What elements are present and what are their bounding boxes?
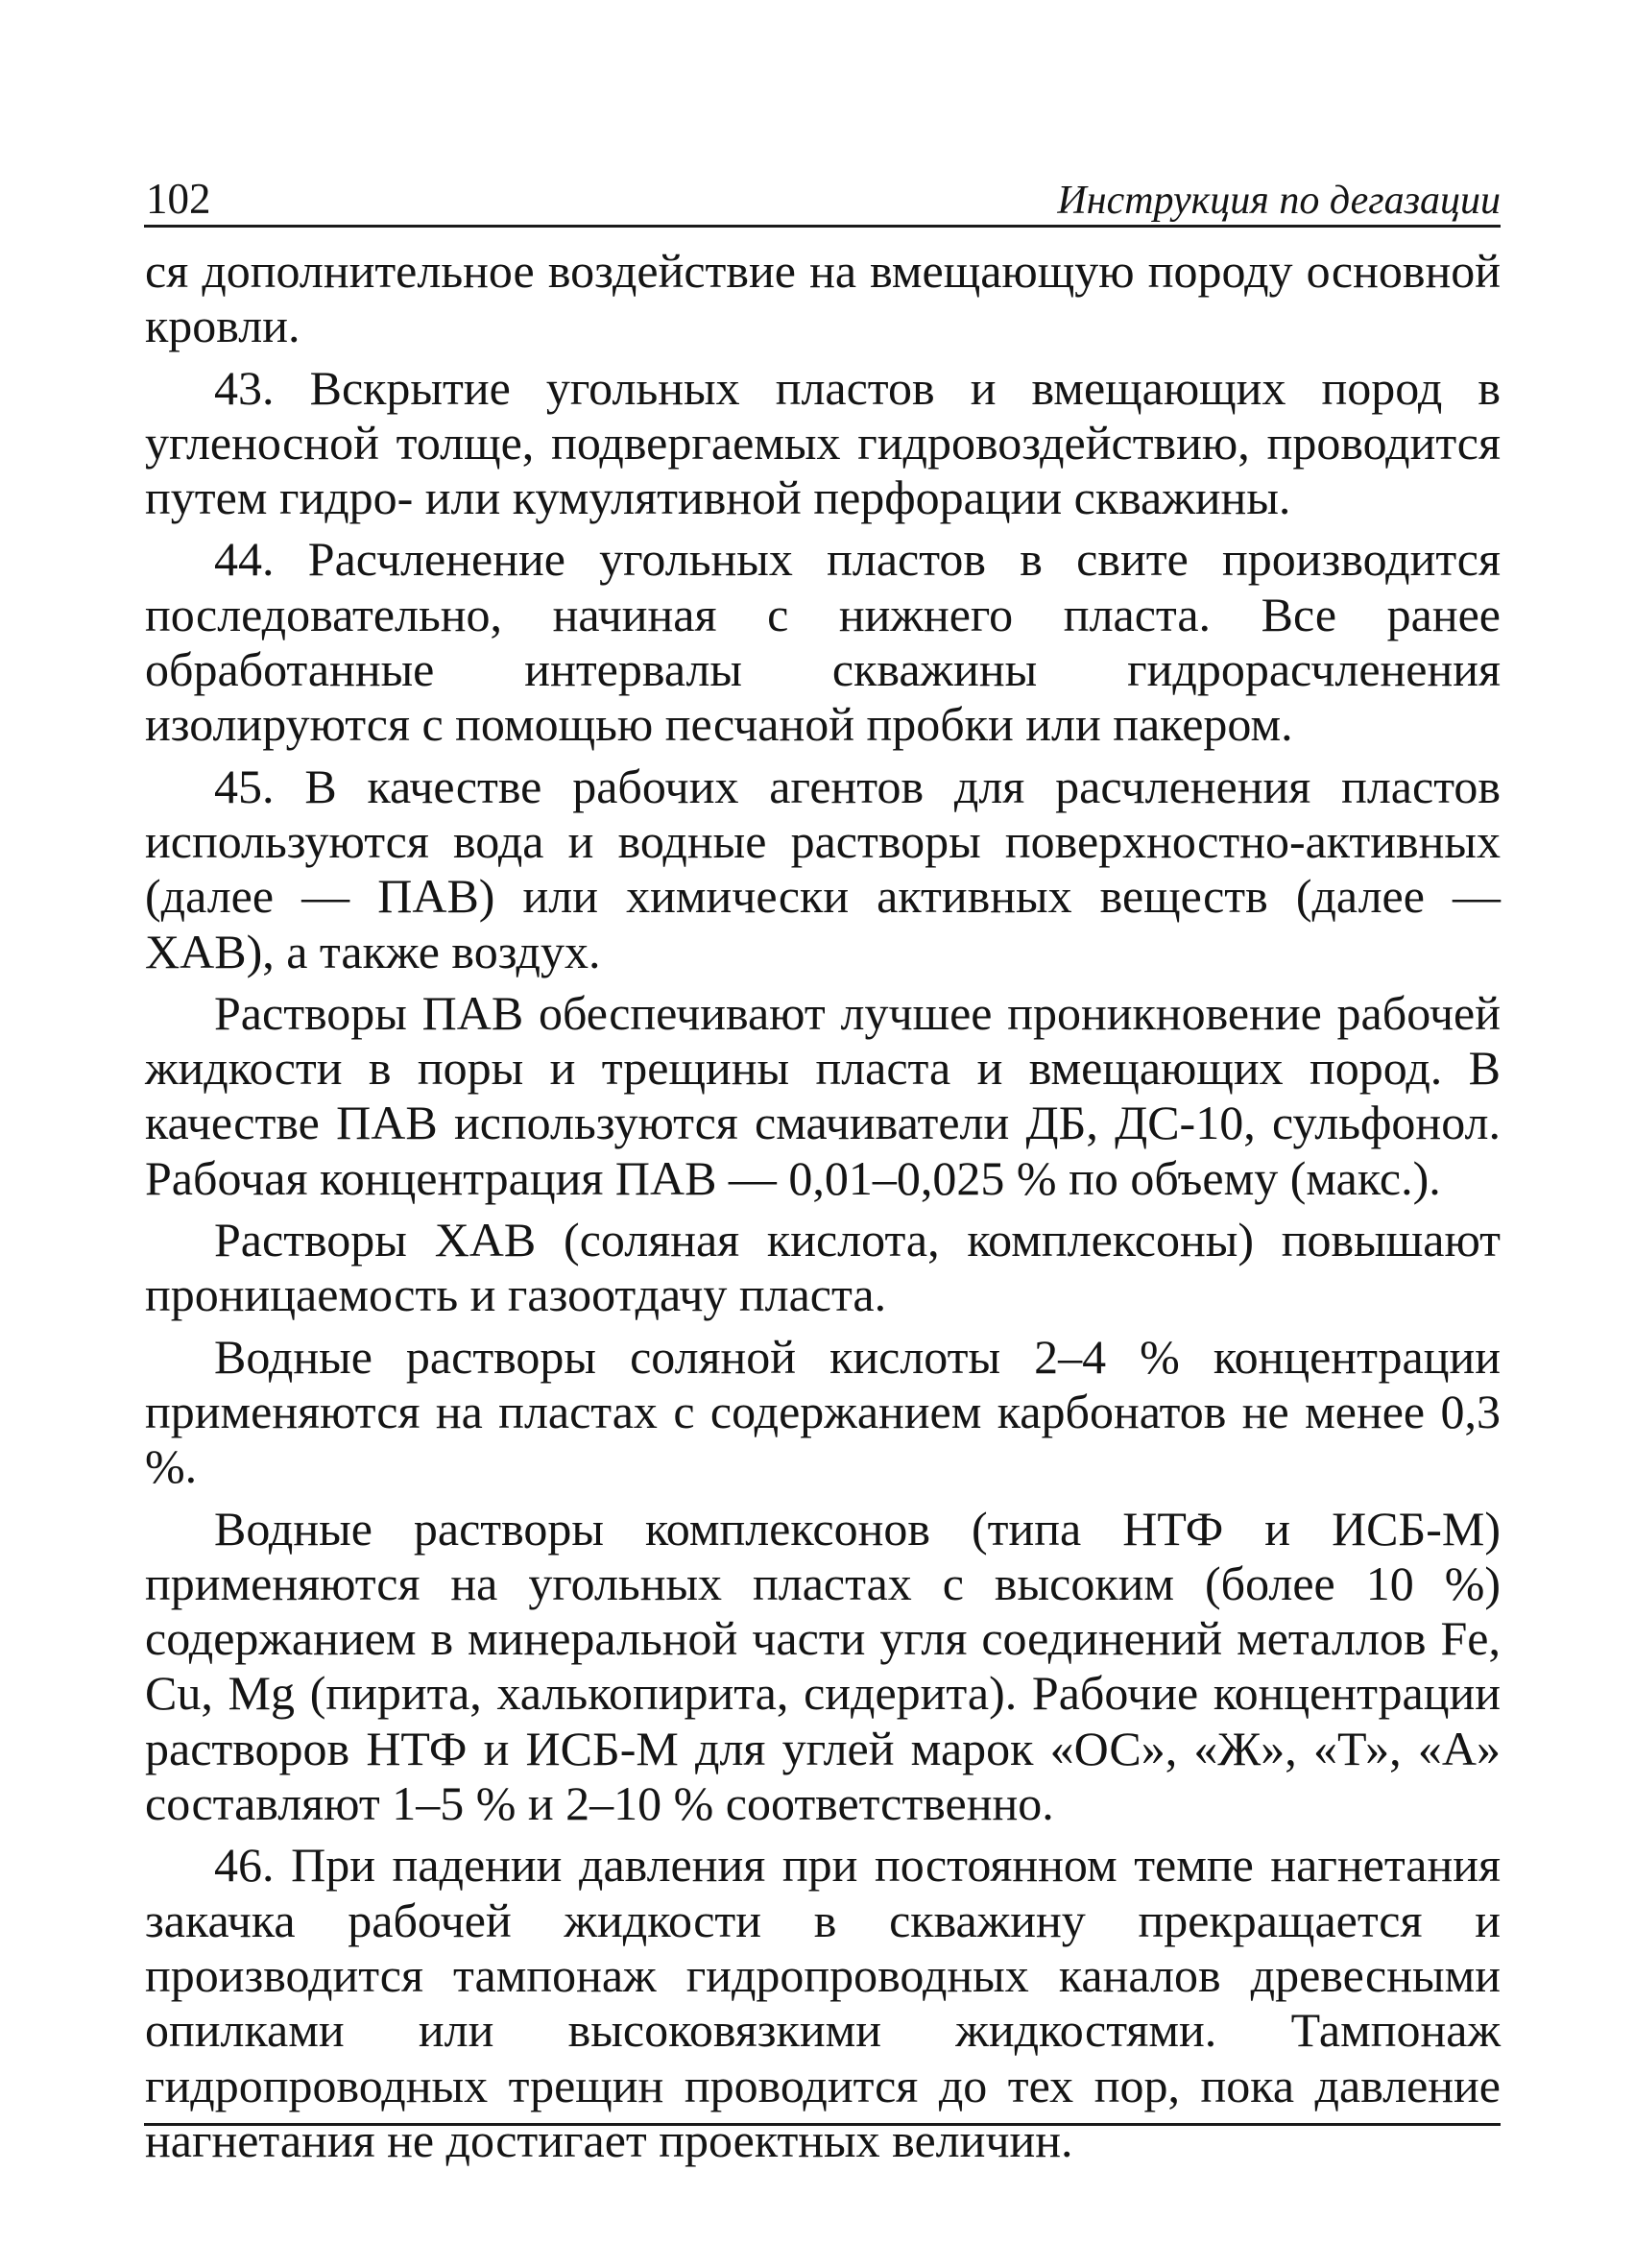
body-text (145, 244, 1501, 2175)
paragraph-continuation: ся дополнительное воздействие на вмещающую породу основной кровли. (145, 244, 1501, 353)
page-number: 102 (146, 175, 211, 223)
paragraph-item-45: 45. В качестве рабочих агентов для расчленения пластов используются вода и водные растворы поверхностно-активных (далее — ПАВ) или химически активных веществ (далее — ХАВ), а также воздух. (145, 759, 1501, 978)
paragraph-hydrochloric-acid: Водные растворы соляной кислоты 2–4 % концентрации применяются на пластах с содержанием карбонатов не менее 0,3 %. (145, 1329, 1501, 1494)
page-header (144, 171, 1501, 228)
running-title: Инструкция по дегазации (1057, 179, 1501, 223)
paragraph-item-46: 46. При падении давления при постоянном темпе нагнетания закачка рабочей жидкости в скважину прекращается и производится тампонаж гидропроводных каналов древесными опилками или высоковязкими жидкостями. Тампонаж гидропроводных трещин проводится до тех пор, пока давление нагнетания не достигает проектных величин. (145, 1838, 1501, 2167)
paragraph-complexones: Водные растворы комплексонов (типа НТФ и ИСБ-М) применяются на угольных пластах с высоким (более 10 %) содержанием в минеральной части угля соединений металлов Fe, Cu, Mg (пирита, халькопирита, сидерита). Рабочие концентрации растворов НТФ и ИСБ-М для углей марок «ОС», «Ж», «Т», «А» составляют 1–5 % и 2–10 % соответственно. (145, 1501, 1501, 1831)
paragraph-item-43: 43. Вскрытие угольных пластов и вмещающих пород в угленосной толще, подвергаемых гидровоздействию, проводится путем гидро- или кумулятивной перфорации скважины. (145, 360, 1501, 525)
paragraph-hav-solutions: Растворы ХАВ (соляная кислота, комплексоны) повышают проницаемость и газоотдачу пласта. (145, 1213, 1501, 1322)
paragraph-item-44: 44. Расчленение угольных пластов в свите производится последовательно, начиная с нижнего пласта. Все ранее обработанные интервалы скважины гидрорасчленения изолируются с помощью песчаной пробки или пакером. (145, 532, 1501, 752)
paragraph-pav-solutions: Растворы ПАВ обеспечивают лучшее проникновение рабочей жидкости в поры и трещины пласта и вмещающих пород. В качестве ПАВ используются смачиватели ДБ, ДС-10, сульфонол. Рабочая концентрация ПАВ — 0,01–0,025 % по объему (макс.). (145, 985, 1501, 1205)
footer-rule (144, 2123, 1501, 2126)
